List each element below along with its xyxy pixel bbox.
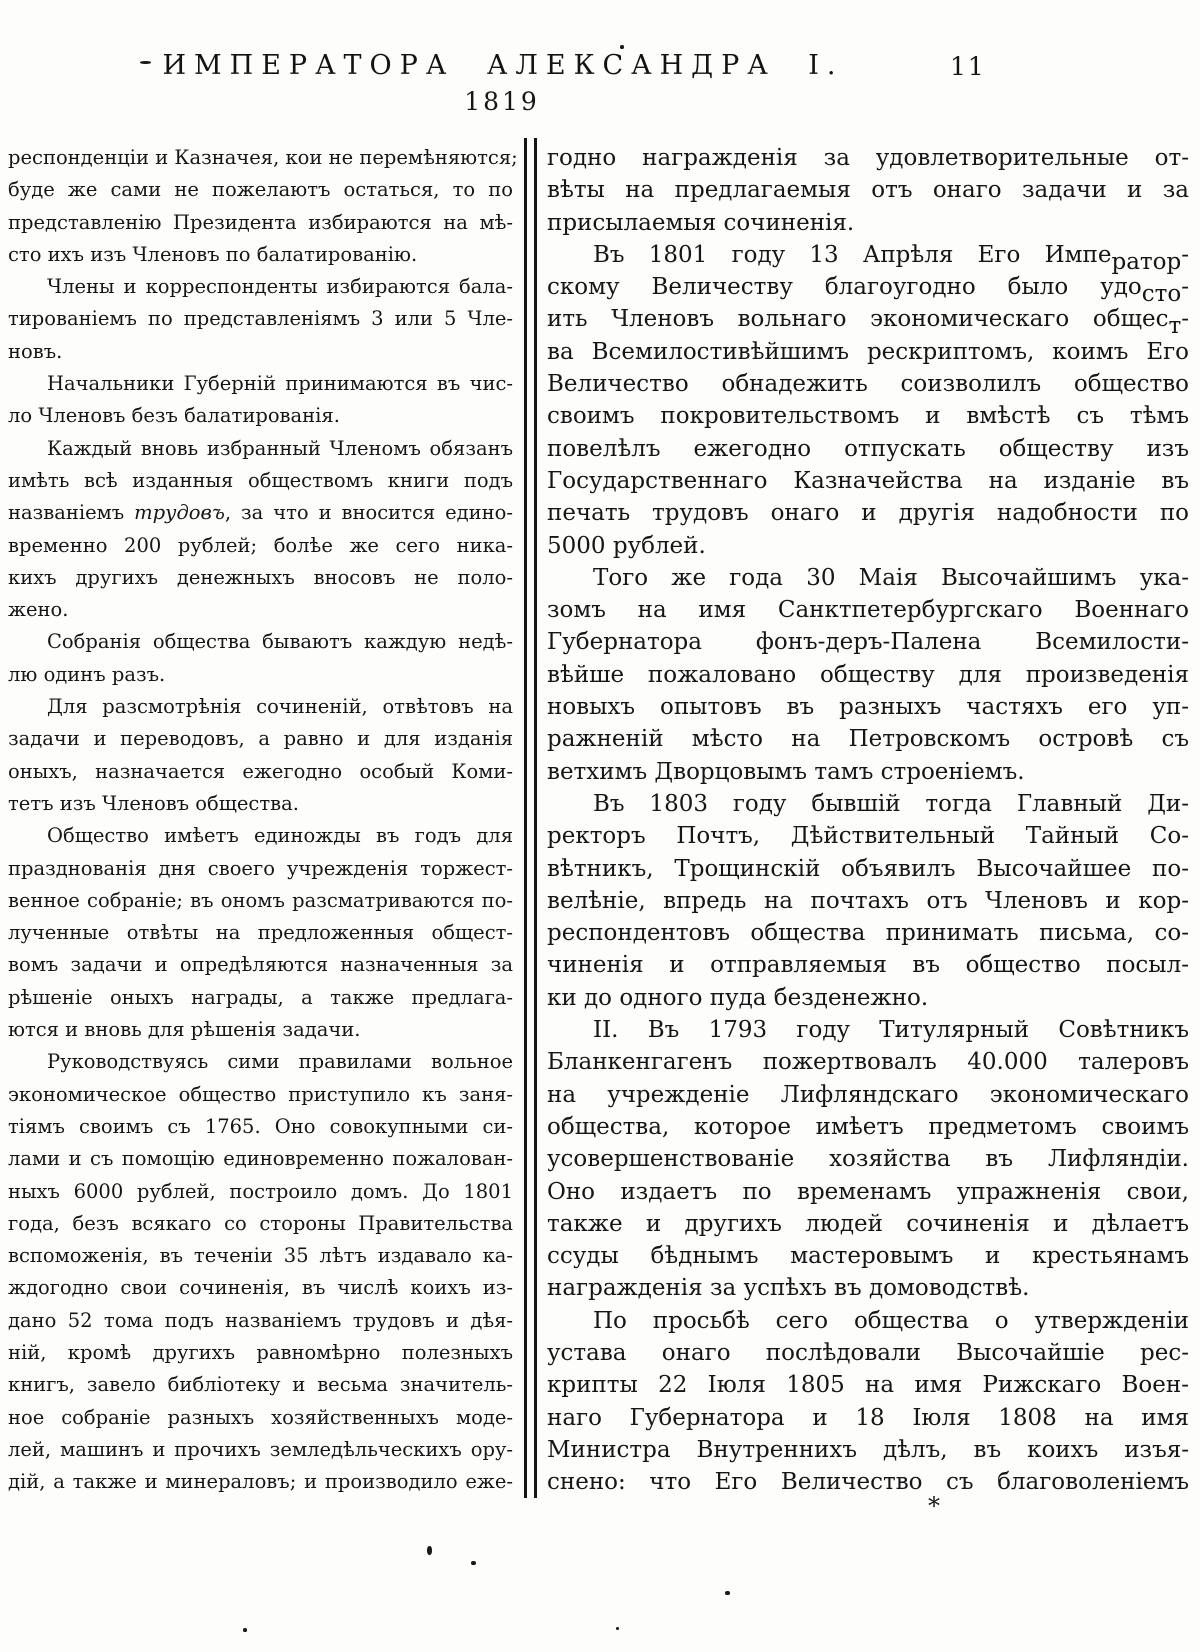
text-line: ить Членовъ вольнаго экономическаго общест-	[547, 306, 1189, 340]
text-line: ній, кромѣ другихъ равномѣрно полезныхъ	[8, 1340, 513, 1364]
text-line: Государственнаго Казначейства на изданіе въ	[547, 467, 1189, 494]
dropped-type-segment: ратор	[1111, 248, 1182, 275]
text-line: Собранія общества бываютъ каждую недѣ-	[47, 630, 513, 654]
text-line: Въ 1801 году 13 Апрѣля Его Император-	[593, 241, 1189, 275]
text-line: вомъ задачи и опредѣляются назначенныя за	[8, 953, 513, 977]
scan-speck	[620, 45, 624, 49]
section-year-heading: 1819	[464, 87, 540, 116]
dropped-type-segment: т	[1168, 313, 1182, 340]
text-line: тіямъ своимъ съ 1765. Оно совокупными си-	[8, 1114, 513, 1138]
text-line: годно награжденія за удовлетворительные от-	[547, 145, 1189, 171]
text-line: лей, машинъ и прочихъ земледѣльческихъ ору-	[8, 1437, 513, 1461]
text-line: празднованія дня своего учрежденія торжест-	[8, 856, 513, 880]
text-line: Величество обнадежить соизволилъ общество	[547, 371, 1189, 398]
text-line: велѣніе, впредь на почтахъ отъ Членовъ и кор-	[547, 887, 1189, 914]
scan-speck	[140, 61, 151, 64]
text-line: Каждый вновь избранный Членомъ обязанъ	[47, 436, 513, 460]
text-line: общества, которое имѣетъ предметомъ своимъ	[547, 1113, 1189, 1140]
text-line: буде же сами не пожелаютъ остаться, то по	[8, 178, 513, 202]
text-line: Общество имѣетъ единожды въ годъ для	[47, 824, 513, 848]
text-line: По просьбѣ сего общества о утвержденіи	[593, 1307, 1189, 1334]
text-line: ражненій мѣсто на Петровскомъ островѣ съ	[547, 726, 1189, 753]
text-line: ются и вновь для рѣшенія задачи.	[8, 1018, 361, 1042]
text-line: новъ.	[8, 339, 63, 363]
text-line: присылаемыя сочиненія.	[547, 209, 855, 236]
scan-speck	[427, 1546, 432, 1555]
footnote-asterisk: *	[928, 1492, 940, 1520]
text-line: новыхъ опытовъ въ разныхъ частяхъ его уп-	[547, 694, 1189, 721]
text-line: вѣты на предлагаемыя отъ онаго задачи и за	[547, 177, 1189, 204]
text-line: имѣть всѣ изданныя обществомъ книги подъ	[8, 468, 513, 492]
text-line: Губернатора фонъ-деръ-Палена Всемилости-	[547, 629, 1189, 656]
text-line: Члены и корреспонденты избираются бала-	[47, 275, 513, 299]
text-line: 5000 рублей.	[547, 532, 706, 559]
text-line: зомъ на имя Санктпетербургскаго Военнаго	[547, 597, 1189, 624]
text-line: Въ 1803 году бывшій тогда Главный Ди-	[593, 790, 1189, 817]
text-line: венное собраніе; въ ономъ разсматриваются по-	[8, 888, 513, 912]
text-line: ва Всемилостивѣйшимъ рескриптомъ, коимъ Его	[547, 338, 1189, 365]
dropped-type-segment: сто	[1141, 281, 1182, 308]
text-line: Для разсмотрѣнія сочиненій, отвѣтовъ на	[47, 695, 513, 719]
text-line: оныхъ, назначается ежегодно особый Коми-	[8, 759, 513, 783]
scan-speck	[616, 1627, 619, 1630]
column-divider-rule-left	[524, 138, 527, 1498]
text-line: повелѣлъ ежегодно отпускать обществу изъ	[547, 435, 1189, 462]
text-line: респонденціи и Казначея, кои не перемѣняются;	[8, 146, 518, 169]
text-line: экономическое общество приступило къ заня-	[8, 1082, 513, 1106]
text-line: Начальники Губерній принимаются въ чис-	[47, 372, 513, 396]
text-line: также и другихъ людей сочиненія и дѣлаетъ	[547, 1210, 1189, 1237]
text-line: лами и съ помощію единовременно пожалован-	[8, 1147, 513, 1171]
text-line: Министра Внутреннихъ дѣлъ, въ коихъ изъя-	[547, 1436, 1189, 1463]
text-line: дано 52 тома подъ названіемъ трудовъ и дѣя-	[8, 1308, 513, 1332]
text-line: тированіемъ по представленіямъ 3 или 5 Чле-	[8, 307, 513, 331]
text-line: задачи и переводовъ, а равно и для изданія	[8, 727, 513, 751]
text-line: ждогодно свои сочиненія, въ числѣ коихъ из-	[8, 1276, 513, 1300]
text-line: награжденія за успѣхъ въ домоводствѣ.	[547, 1275, 1030, 1302]
text-line: устава онаго послѣдовали Высочайшіе рес-	[547, 1339, 1189, 1366]
text-line: ветхимъ Дворцовымъ тамъ строеніемъ.	[547, 758, 1025, 785]
text-line: кихъ другихъ денежныхъ вносовъ не поло-	[8, 565, 513, 589]
text-line: Того же года 30 Маія Высочайшимъ ука-	[593, 564, 1189, 591]
text-line: года, безъ всякаго со стороны Правительства	[8, 1211, 513, 1235]
column-divider-rule-right	[534, 138, 537, 1498]
text-line: Руководствуясь сими правилами вольное	[47, 1050, 513, 1074]
text-line: ное собраніе разныхъ хозяйственныхъ моде-	[8, 1405, 513, 1429]
text-line: респондентовъ общества принимать письма, со-	[547, 920, 1189, 947]
text-line: на учрежденіе Лифляндскаго экономическаго	[547, 1081, 1189, 1108]
text-line: снено: что Его Величество съ благоволеніемъ	[547, 1469, 1189, 1496]
page-number: 11	[950, 52, 986, 81]
text-line: вспоможенія, въ теченіи 35 лѣтъ издавало ка-	[8, 1244, 513, 1268]
text-line: лученные отвѣты на предложенныя общест-	[8, 921, 513, 945]
text-line: крипты 22 Іюля 1805 на имя Рижскаго Воен-	[547, 1372, 1189, 1399]
italic-word: трудовъ	[134, 501, 225, 525]
text-line: тетъ изъ Членовъ общества.	[8, 791, 299, 815]
text-line: рѣшеніе оныхъ награды, а также предлага-	[8, 985, 513, 1009]
text-line: печать трудовъ онаго и другія надобности по	[547, 500, 1189, 527]
text-line: временно 200 рублей; болѣе же сего ника-	[8, 533, 513, 557]
text-column-left	[8, 142, 518, 1498]
scan-speck	[725, 1591, 730, 1595]
running-header-title: ИМПЕРАТОРА АЛЕКСАНДРА I.	[162, 50, 844, 81]
text-line: наго Губернатора и 18 Іюля 1808 на имя	[547, 1404, 1189, 1431]
text-line: Бланкенгагенъ пожертвовалъ 40.000 талеровъ	[547, 1049, 1189, 1076]
text-line: Оно издаетъ по временамъ упражненія свои,	[547, 1178, 1189, 1205]
scan-speck	[243, 1628, 247, 1632]
text-column-right	[547, 142, 1189, 1498]
text-line: II. Въ 1793 году Титулярный Совѣтникъ	[593, 1017, 1189, 1044]
text-line: сто ихъ изъ Членовъ по балатированію.	[8, 242, 418, 266]
text-line: своимъ покровительствомъ и вмѣстѣ съ тѣмъ	[547, 403, 1189, 430]
text-line: усовершенствованіе хозяйства въ Лифляндіи.	[547, 1146, 1189, 1173]
text-line: жено.	[8, 598, 69, 622]
text-line: лю одинъ разъ.	[8, 662, 166, 686]
text-line: ректоръ Почтъ, Дѣйствительный Тайный Со-	[547, 823, 1189, 850]
text-line: представленію Президента избираются на мѣ-	[8, 210, 513, 234]
text-line: дій, а также и минераловъ; и производило еже-	[8, 1470, 513, 1494]
text-line: ло Членовъ безъ балатированія.	[8, 404, 340, 428]
text-line: ки до одного пуда безденежно.	[547, 984, 929, 1011]
text-line: ссуды бѣднымъ мастеровымъ и крестьянамъ	[547, 1243, 1189, 1270]
text-line: названіемъ трудовъ, за что и вносится едино-	[8, 501, 513, 525]
text-line: книгъ, завело библіотеку и весьма значитель-	[8, 1373, 513, 1397]
text-line: скому Величеству благоугодно было удосто-	[547, 274, 1189, 308]
scan-speck	[471, 1561, 476, 1565]
text-line: вѣйше пожаловано обществу для произведенія	[547, 661, 1189, 688]
text-line: вѣтникъ, Трощинскій объявилъ Высочайшее по-	[547, 855, 1189, 882]
text-line: чиненія и отправляемыя въ общество посыл-	[547, 952, 1189, 979]
text-line: ныхъ 6000 рублей, построило домъ. До 1801	[8, 1179, 513, 1203]
